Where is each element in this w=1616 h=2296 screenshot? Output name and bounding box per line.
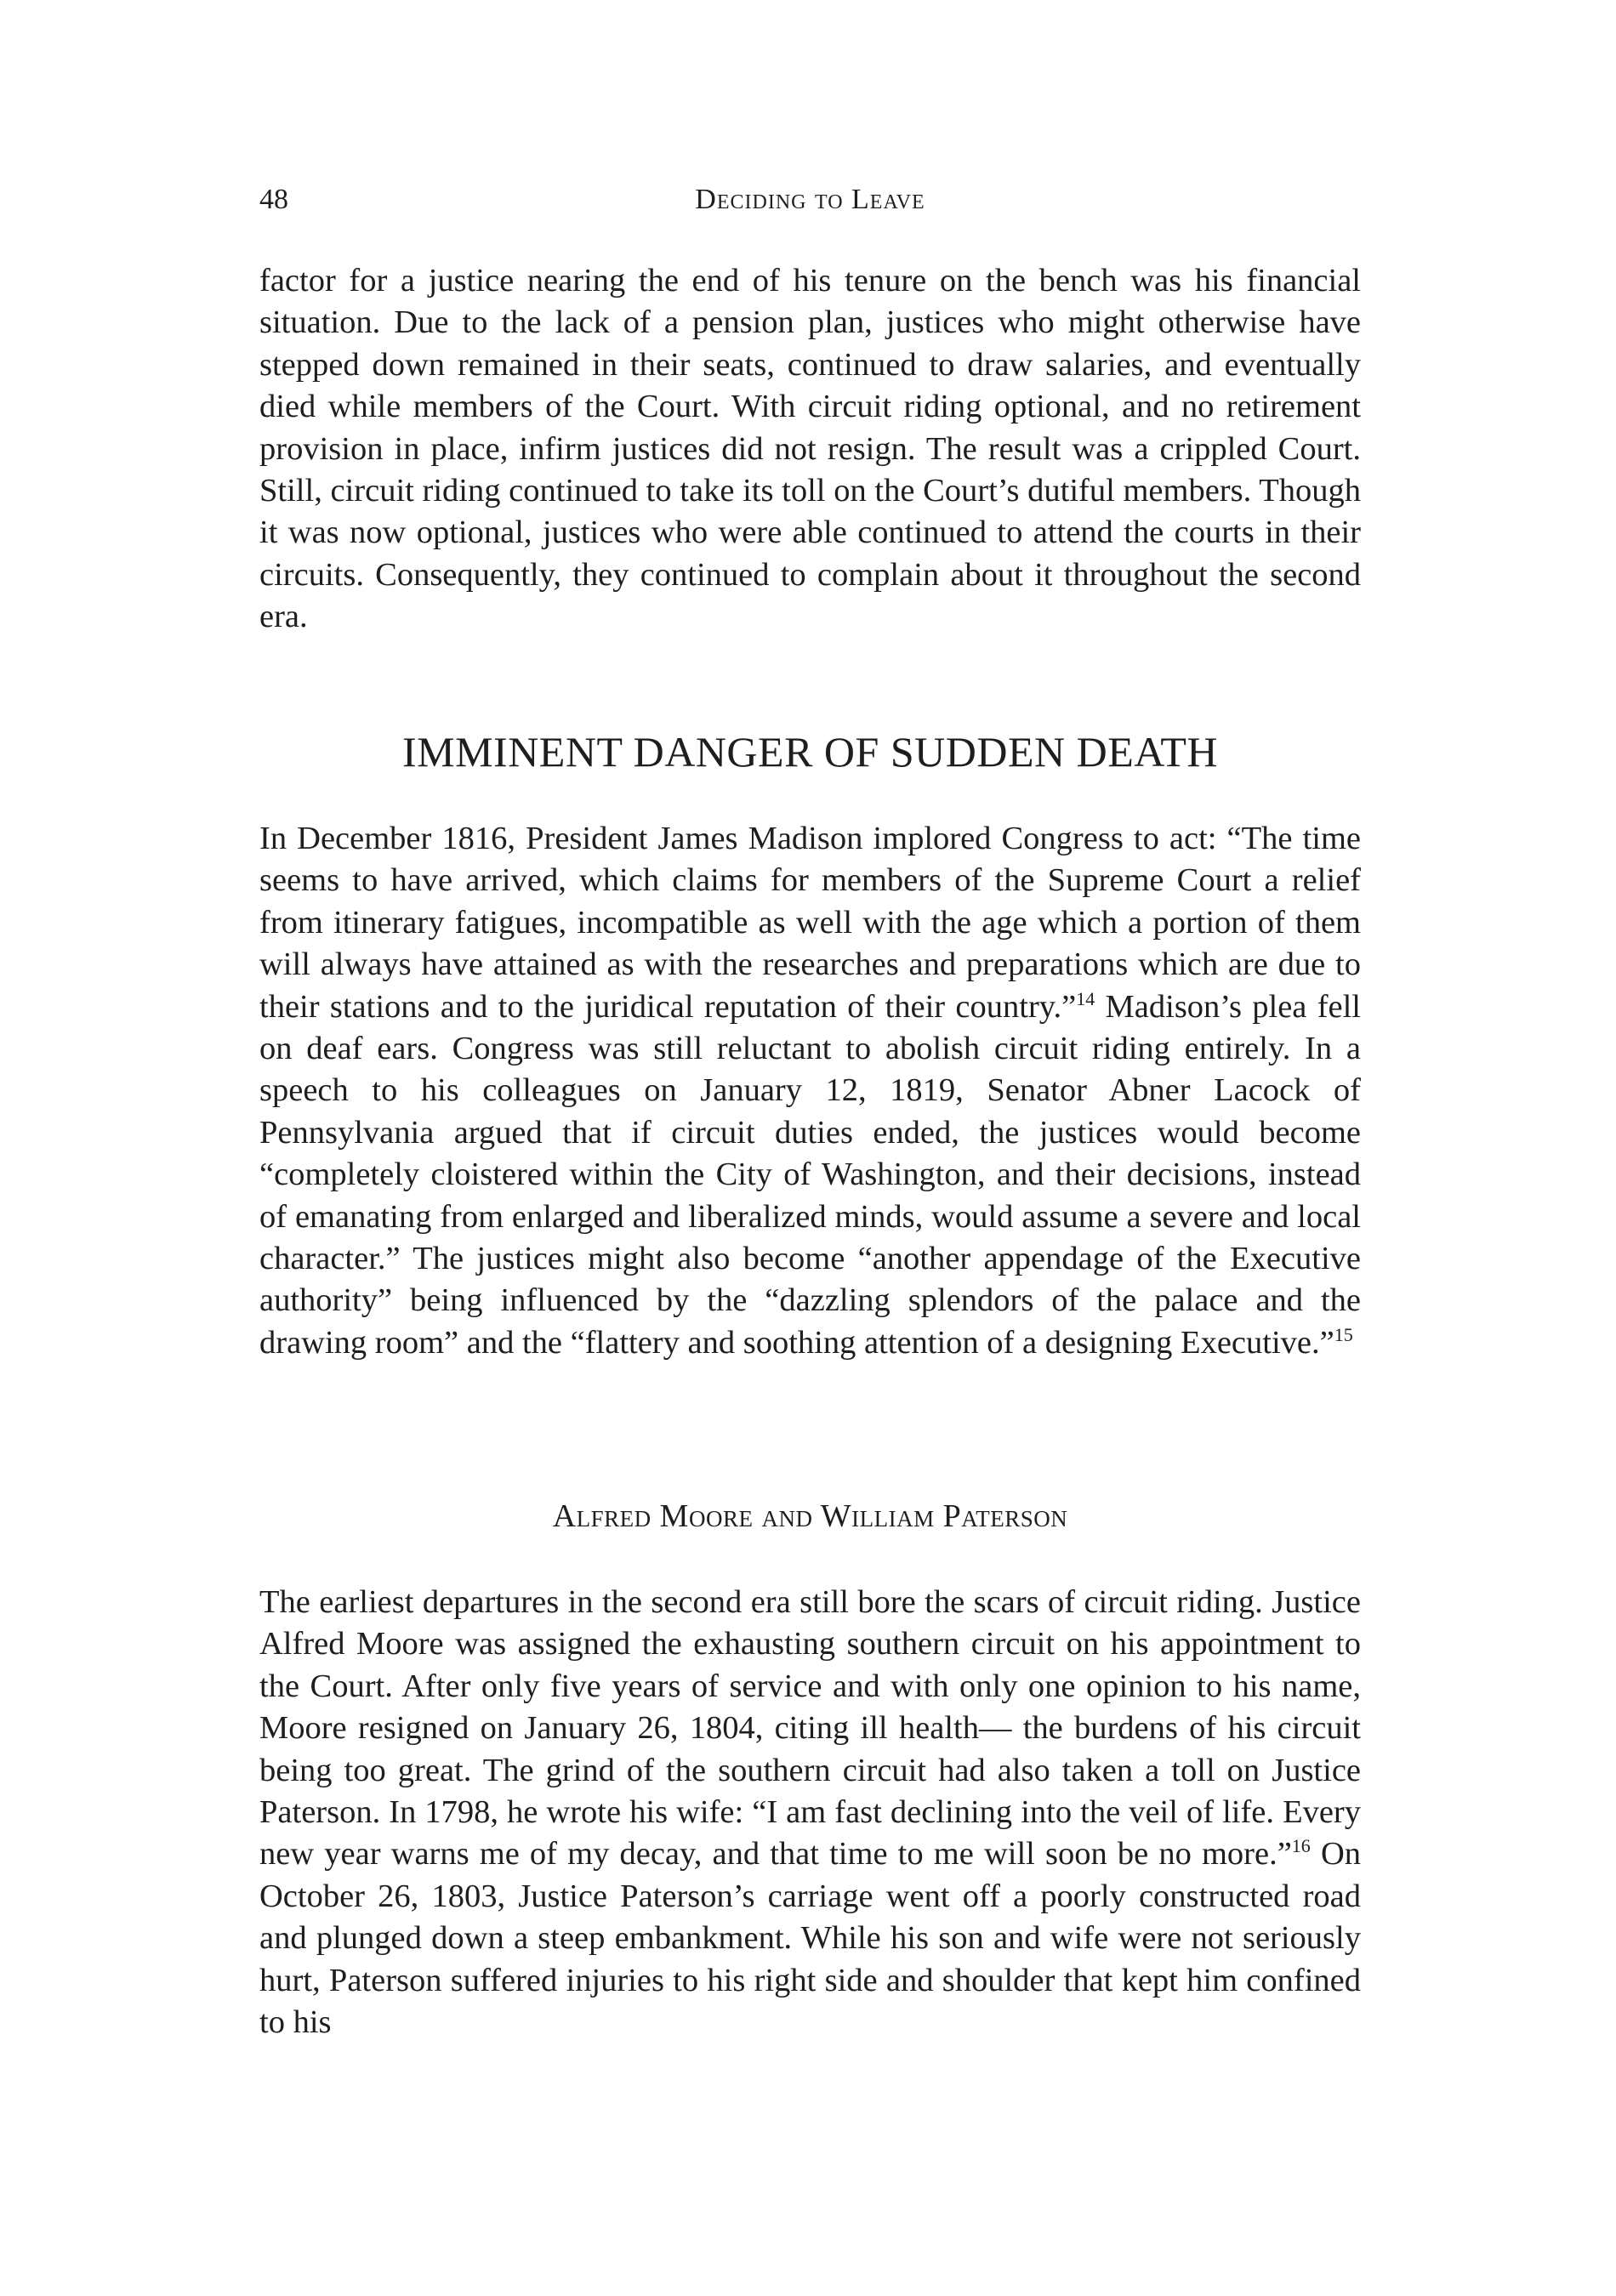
paragraph-text-part: On October 26, 1803, Justice Paterson’s carriage went off a poorly constructed road and plunged down a steep embankment. While his son and wife were not seriously hurt, Paterson suffered injuries to his right side and shoulder that kept him confined to his	[259, 1836, 1361, 2041]
paragraph-text	[259, 818, 1361, 1364]
paragraph-text	[259, 1582, 1361, 2043]
footnote-marker: 14	[1076, 987, 1095, 1009]
running-head	[259, 179, 1361, 221]
footnote-marker: 15	[1334, 1323, 1353, 1345]
paragraph-text: factor for a justice nearing the end of his tenure on the bench was his financial situation. Due to the lack of a pension plan, justices who might otherwise have stepped down remained in their seats, continued to draw salaries, and eventually died while members of the Court. With circuit riding optional, and no retirement provision in place, infirm justices did not resign. The result was a crippled Court. Still, circuit riding continued to take its toll on the Court’s dutiful members. Though it was now optional, justices who were able continued to attend the courts in their circuits. Consequently, they continued to complain about it throughout the second era.	[259, 263, 1361, 635]
paragraph-continued	[259, 260, 1361, 639]
paragraph-text-part: The earliest departures in the second era still bore the scars of circuit riding. Justice Alfred Moore was assigned the exhausting southern circuit on his appointment to the Court. After only five years of service and with only one opinion to his name, Moore resigned on January 26, 1804, citing ill health— the burdens of his circuit being too great. The grind of the southern circuit had also taken a toll on Justice Paterson. In 1798, he wrote his wife: “I am fast declining into the veil of life. Every new year warns me of my decay, and that time to me will soon be no more.”	[259, 1584, 1361, 1873]
paragraph-moore-paterson	[259, 1582, 1361, 2043]
paragraph-text-part: In December 1816, President James Madison implored Congress to act: “The time seems to have arrived, which claims for members of the Supreme Court a relief from itinerary fatigues, incompatible as well with the age which a portion of them will always have attained as with the researches and preparations which are due to their stations and to the juridical reputation of their country.”	[259, 821, 1361, 1025]
footnote-marker: 16	[1291, 1835, 1311, 1857]
section-heading: IMMINENT DANGER OF SUDDEN DEATH	[401, 728, 1218, 776]
subsection-heading: Alfred Moore and William Paterson	[552, 1498, 1068, 1534]
running-title: Deciding to Leave	[695, 184, 925, 215]
paragraph-madison	[259, 818, 1361, 1364]
paragraph-text-part: Madison’s plea fell on deaf ears. Congress was still reluctant to abolish circuit riding entirely. In a speech to his colleagues on January 12, 1819, Senator Abner Lacock of Pennsylvania argued that if circuit duties ended, the justices would become “completely cloistered within the City of Washington, and their decisions, instead of emanating from enlarged and liberalized minds, would assume a severe and local character.” The justices might also become “another appendage of the Executive authority” being influenced by the “dazzling splendors of the palace and the drawing room” and the “flattery and soothing attention of a designing Executive.”	[259, 988, 1361, 1361]
page-number: 48	[259, 184, 288, 215]
